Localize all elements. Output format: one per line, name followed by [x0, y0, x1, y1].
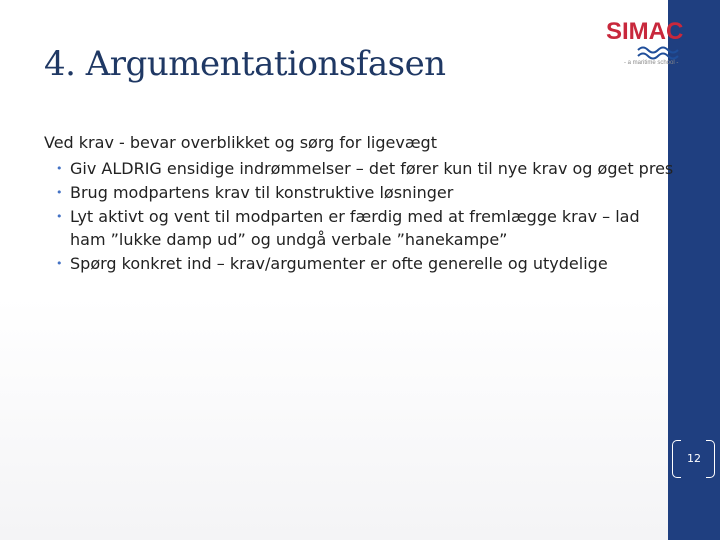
slide-body	[44, 131, 674, 276]
intro-text: Ved krav - bevar overblikket og sørg for ligevægt	[44, 133, 437, 152]
bullet-text: Lyt aktivt og vent til modparten er færdig med at fremlægge krav – lad ham ”lukke damp ud” og undgå verbale ”hanekampe”	[70, 207, 640, 249]
logo-tagline: - a maritime school -	[624, 60, 679, 66]
simac-logo	[606, 18, 698, 74]
bullet-icon: •	[56, 186, 63, 199]
bullet-item	[44, 181, 674, 204]
bullet-icon: •	[56, 257, 63, 270]
bullet-text: Giv ALDRIG ensidige indrømmelser – det fører kun til nye krav og øget pres	[70, 159, 674, 178]
page-number: 12	[687, 452, 701, 465]
page-number-badge	[672, 440, 716, 480]
wave-icon	[636, 44, 686, 60]
bullet-item	[44, 205, 674, 251]
bullet-text: Spørg konkret ind – krav/argumenter er ofte generelle og utydelige	[70, 254, 608, 273]
bullet-text: Brug modpartens krav til konstruktive løsninger	[70, 183, 454, 202]
logo-text: SIMAC	[606, 18, 684, 45]
slide-title: 4. Argumentationsfasen	[44, 44, 446, 84]
bullet-icon: •	[56, 210, 63, 223]
bullet-list	[44, 157, 674, 275]
bullet-icon: •	[56, 162, 63, 175]
bullet-item	[44, 252, 674, 275]
bullet-item	[44, 157, 674, 180]
